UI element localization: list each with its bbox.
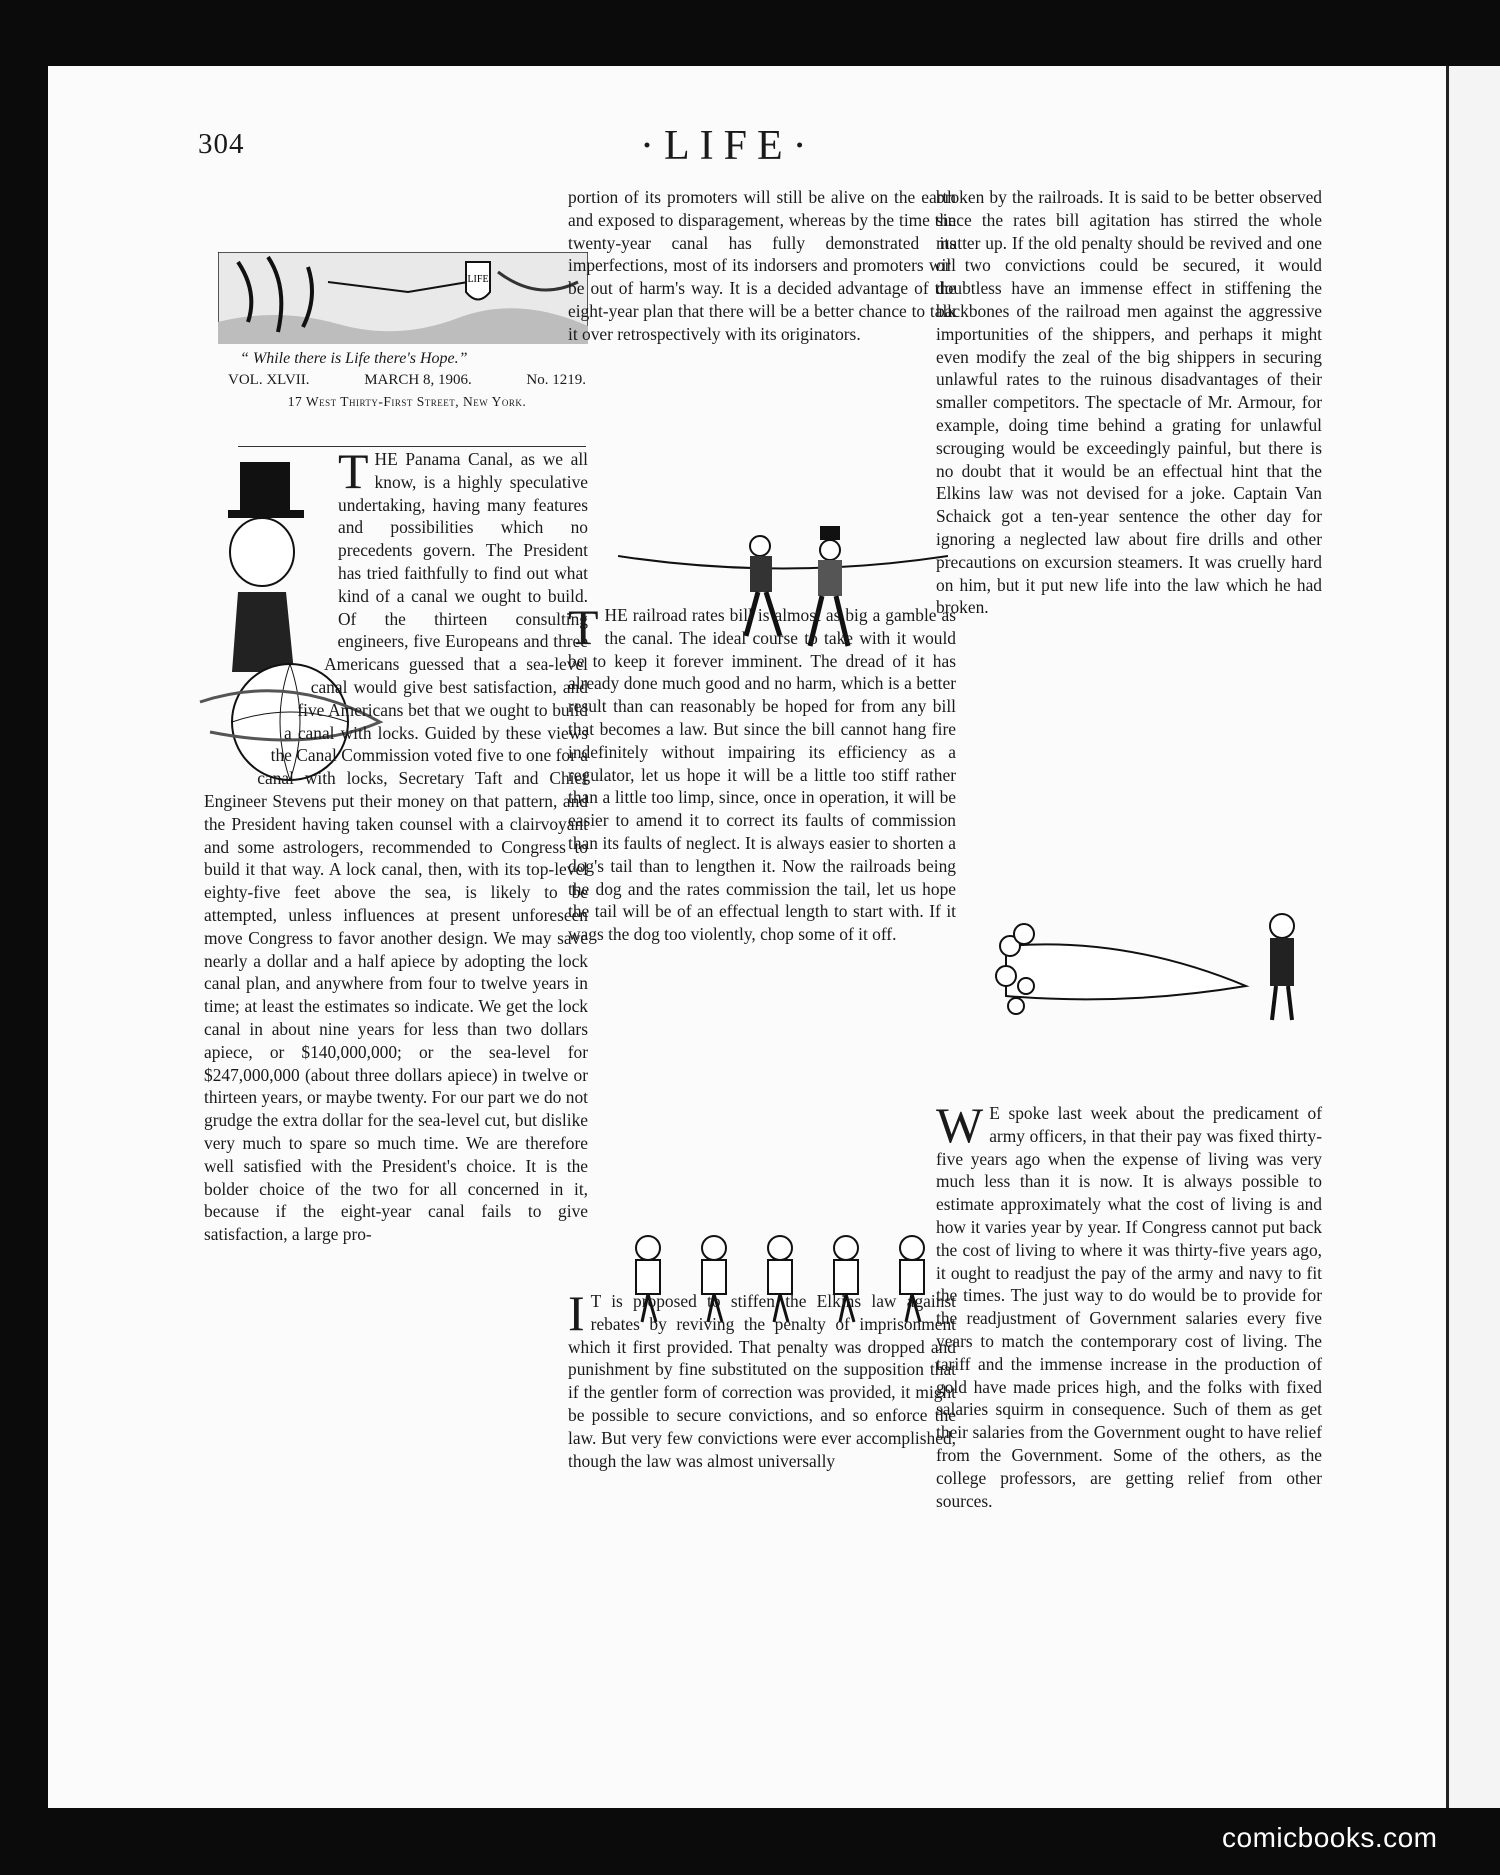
railroad-rates-article xyxy=(568,599,956,946)
issue-number: No. 1219. xyxy=(526,372,586,388)
volume-number: VOL. XLVII. xyxy=(228,372,310,388)
article-body: T is proposed to stiffen the Elkins law against rebates by reviving the penalty of imprisonment which it first provided. That penalty was dropped and punishment by fine substituted on the supposition that if the gentler form of correction was provided, it might be possible to secure convictions, and so enforce the law. But very few convictions were ever accomplished, though the law was almost universally xyxy=(568,1291,956,1471)
article-body: HE railroad rates bill is almost as big a gamble as the canal. The ideal course to take with it would be to keep it forever imminent. The dread of it has already done much good and no harm, which is a better result than can reasonably be hoped for from any bill that becomes a law. But since the bill cannot hang fire indefinitely without impairing its efficiency as a regulator, let us hope it will be a little too stiff rather than a little too limp, since, once in operation, it will be easier to amend it to correct its faults of commission than its faults of neglect. It is always easier to shorten a dog's tail than to lengthen it. Now the railroads being the dog and the rates commission the tail, let us hope the tail will be of an effectual length to start with. If it wags the dog too violently, chop some of it off. xyxy=(568,605,956,945)
panama-canal-article-continued xyxy=(568,186,956,346)
article-body: broken by the railroads. It is said to be better observed since the rates bill agitation has stirred the whole matter up. If the old penalty should be revived and one or two convictions could be secured, it would doubtless have an immense effect in stiffening the backbones of the railroad men against the aggressive importunities of the shippers, and perhaps it might even modify the zeal of the big shippers in securing unlawful rates to the ruinous disadvantages of their smaller competitors. The spectacle of Mr. Armour, for example, doing time behind a grating for unlawful scrouging would be exceedingly painful, but there is no doubt that it would be an effectual hint that the Elkins law was not devised for a joke. Captain Van Schaick got a ten-year sentence the other day for ignoring a neglected law about fire drills and other precautions on excursion steamers. It was cruelly hard on him, but it put new life into the law which he had broken. xyxy=(936,187,1322,618)
svg-text:LIFE: LIFE xyxy=(467,274,489,285)
article-body: HE Panama Canal, as we all know, is a highly speculative undertaking, having many features and possibilities which no precedents govern. The President has tried faithfully to find out what kind of a canal we ought to build. Of the thirteen consulting engineers, five Europeans and three Americans guessed that a sea-level canal would give best satisfaction, and five Americans bet that we ought to build a canal with locks. Guided by these views the Canal Commission voted five to one for a canal with locks, Secretary Taft and Chief Engineer Stevens put their money on that pattern, and the President having taken counsel with a clairvoyant and some astrologers, recommended to Congress to build it that way. A lock canal, then, with its top-level eighty-five feet above the sea, is likely to be attempted, unless influences at present unforeseen move Congress to favor another design. We may save nearly a dollar and a half apiece by adopting the lock canal plan, and anywhere from four to twelve years in time; at least the estimates so indicate. We get the lock canal in about nine years for less than two dollars apiece, or $140,000,000; or the sea-level for $247,000,000 (about three dollars apiece) in twelve or thirteen years, or maybe twenty. For our part we do not grudge the extra dollar for the sea-level cut, but dislike very much to spare so much time. We are therefore well satisfied with the President's choice. It is the bolder choice of the two for all concerned in it, because if the eight-year canal fails to give satisfaction, a large pro- xyxy=(204,449,588,1245)
header-rule xyxy=(238,446,586,447)
masthead-title: ·LIFE· xyxy=(640,123,817,169)
elkins-law-article-continued xyxy=(936,186,1322,619)
dropcap: T xyxy=(338,443,369,499)
panama-canal-article xyxy=(204,443,588,1246)
site-watermark: comicbooks.com xyxy=(1222,1822,1438,1853)
army-pay-article xyxy=(936,1097,1322,1512)
elkins-law-article xyxy=(568,1285,956,1472)
page-number: 304 xyxy=(198,128,245,160)
facing-page-edge xyxy=(1446,66,1500,1808)
article-body: portion of its promoters will still be alive on the earth and exposed to disparagement, whereas by the time the twenty-year canal has fully demonstrated its imperfections, most of its indorsers and promoters will be out of harm's way. It is a decided advantage of the eight-year plan that there will be a better chance to talk it over retrospectively with its originators. xyxy=(568,187,956,344)
dropcap: T xyxy=(568,599,599,655)
masthead-motto: “ While there is Life there's Hope.” xyxy=(240,350,468,367)
dropcap: W xyxy=(936,1097,984,1153)
masthead-banner-illustration xyxy=(218,252,588,344)
issue-date: MARCH 8, 1906. xyxy=(364,372,472,388)
article-body: E spoke last week about the predicament of army officers, in that their pay was fixed thirty-five years ago when the expense of living was very much less than it is now. It is always possible to estimate approximately what the cost of living is and how it varies year by year. If Congress cannot put back the cost of living to where it was thirty-five years ago, it ought to readjust the pay of the army and navy to fit the times. The just way to do would be to provide for the readjustment of Government salaries every five years to match the contemporary cost of living. The tariff and the immense increase in the production of gold have made prices high, and the folks with fixed salaries squirm in consequence. Such of them as get their salaries from the Government ought to have relief from the Government. Some of the others, as the college professors, are getting relief from other sources. xyxy=(936,1103,1322,1511)
publisher-address: 17 West Thirty-First Street, New York. xyxy=(287,394,527,409)
cornucopia-illustration xyxy=(986,906,1316,1024)
volume-line xyxy=(228,372,586,389)
dropcap: I xyxy=(568,1285,585,1341)
